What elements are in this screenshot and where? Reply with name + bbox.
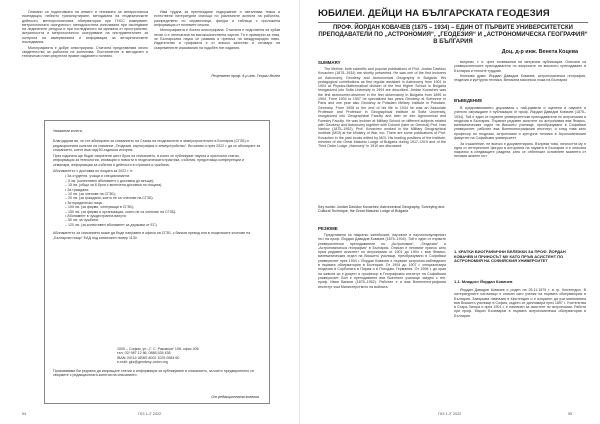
introduction-heading: ВЪВЕДЕНИЕ — [454, 98, 483, 103]
issue-label-right: ГКЗ 1-2' 2022 — [438, 412, 462, 416]
intro-column-1: Описани са подготовката на инвито и техниката за антарктическа експедиция, нейното транспортиране, методиката на геодезическите дейности, метеорологичната обсерватория при ГНСС измерване, метрологичната осигуреност, методологията използвана при изследване на лединените ресурси и при погледнатото на мрежата от пространство, актуалността и метрологичното осигуряване на инструменталите за контрола на измерванията и информация за антарктическите изследвания. Монографията е добре илюстрирана. Статията представлява лично свидетелство за работата на колектива. Постигнатите в методичен и технически план резултати правят изданието полезно. — [22, 10, 148, 59]
contact-address: 1000 – София, ул. „Г. С. Раковски“ 108, офис 406 тел. 02/ 987 12 86, 0888 528 438 IBAN: BG14 UBBS 8002 1025 0984 60 e-mail: gkz@geodesy-union.org — [117, 347, 199, 365]
price-line: – 5 лв. (колективен абонамент с доставка до вкъщи); — [65, 178, 154, 183]
page-number-right: 55 — [568, 412, 573, 416]
bank-paragraph: Абонаментът за списанието може да бъде направен в офиса на СГЗБ, с банков превод или в пощенските клонове на „Български пощи“ ЕАД под каталожен номер 1130. — [53, 231, 251, 240]
price-line: • За юридически лица: — [65, 200, 103, 205]
article-title: ПРОФ. ЙОРДАН КОВАЧЕВ (1875 – 1934) – ЕДИН ОТ ПЪРВИТЕ УНИВЕРСИТЕТСКИ ПРЕПОДАВАТЕЛИ ПО „АСТРОНОМИЯ“, „ГЕОДЕЗИЯ“ И „АСТРОНОМИЧЕСКА ГЕОГРАФИЯ“ В БЪЛГАРИЯ — [318, 25, 588, 46]
column-two-top: въпреки, т. е. чрез тогавашния ни метрични публикации. Описани са университетските преподаватели по въпросите на високото преподаване в България и техните трудове. Ключови думи: Йордан Давидов Ковачев, астрономическа география, геодезия и културна техника, Великата масонска ложа на България — [454, 60, 586, 83]
letter-paragraph: През годината ще бъдат изпратени шест броя на списанието, в които се публикуват научни и приложни статии, информация за технологии, иновации и новости в геодезическата практика, събития, предстоящи конференции и семинари, информация за събития и дейности в страната и чужбина. — [53, 154, 245, 167]
price-line: – 50 лв. за чужбина. — [65, 218, 99, 223]
section-one-heading: 1. КРАТКИ БИОГРАФИЧНИ БЕЛЕЖКИ ЗА ПРОФ. ЙОРДАН КОВАЧЕВ И ПРИНОСЪТ МУ КАТО ПРЪВ АСИСТЕНТ ПО АСТРОНОМИЯ НА СОФИЙСКИЯ УНИВЕРСИТЕТ — [454, 249, 566, 264]
price-line: – 150 лв. (за фирми и организации, които не са членове на СГЗБ). — [65, 209, 177, 214]
price-line: – 10 лв. (за членове на СГЗБ); — [65, 192, 116, 197]
subsection-heading: 1.1. Младост Йордан Ковачев — [454, 279, 513, 284]
price-line: – 20 лв. (за граждани, които не са членове на СГЗБ). — [65, 196, 154, 201]
reviewer-signature: Рецензент проф. д-р инж. Георги Вълев — [211, 74, 280, 78]
summary-text: The lifetime, both scientific and popular publications of Prof. Jordan Davidov Kovachev (1875–1934) are shortly presented. He was one of the first lecturers on Astronomy, Geodesy and Astronomical Geography in Bulgaria. His pedagogical contributions as first regular assistant in Astronomy from 1901 to 1904 at Physics-Mathematical division of the first Higher School in Bulgaria reorganized into Sofia University in 1904 are described. Jordan Kovachev was the first astronomer-observer in the first observatory in Bulgaria from 1895 to 1904. From 1904 to 1907 he specialized two years Geodesy at Sorbonne in Paris and one year also Geodesy at Potsdam Military Institute in Potsdam, Germany. From 1908 to the end of his life in 1934 he was an Associate Professor and Professor in Geographical Institute at Sofia University, reorganized into Geographical Faculty and later on into Agronomical and Forestry Faculty. He was lecturer at Military School on different subjects related with Geodesy and Astronomy together with Colonel (later on General) Prof. Ivan Vankov (1875–1952). Prof. Kovachev worked in the Military Geographical Institute (MGI) at the Ministry of War, too. There are some publications of Prof. Kovachev in the past books edited by MGI. His leading positions of the Institute, member of the Great Masonic Lodge of Bulgaria during 1917–1919 and of the Third Order Lodge „Harmony“ in 1919 are discussed. — [318, 67, 446, 149]
letter-greeting: Уважаеми колеги, — [53, 129, 83, 133]
rezyume-text: Представени са накратко житейският, научният и научнопопулярният път на проф. Йордан Давидов Ковачев (1875–1934). Той е един от първите университетски преподаватели по „Астрономия“, „Геодезия“ и „Астрономическа география“ в България. Описан е неговият принос като пръв редовен асистент по астрономия от 1901 до 1904 г. във Физико-математическия отдел на Висшето училище, преобразувано в Софийски университет през 1904 г. Йордан Ковачев е първият астроном-наблюдател в първата обсерватория в България. От 1904 до 1907 г. специализира геодезия в Сорбоната в Париж и в Потсдам, Германия. От 1908 г. до края на живота си е доцент и професор в Географския институт на Софийския университет. Бил е преподавател във Военното училище заедно с ген. проф. Иван Ванков (1875–1952). Работил е и във Военногеографския институт към Министерството на войната. — [318, 233, 446, 289]
introduction-text: В средновековието държавата с най-развити и оценени в науката и ученото изграждане е публикация от проф. Йордан Давидов Ковачев (1875–1934). Той е един от първите университетски преподаватели по астрономия и геодезия в България. Първият редовен асистент по астрономия във Физико-математическия отдел на Висшето училище, преобразувано в Софийски университет, работил във Военногеографския институт, и след това като професор по геодезия, астрономия и културна техника в Агрономическия факултет на Софийския университет. За съжаление, не всичко е документирано. Въпреки това, личността му е една от интересните фигури в историята на науката в България и е описана накратко в следващите раздели, като се отбележат основните моменти от неговия жизнен път. — [454, 106, 586, 159]
rezyume-heading: РЕЗЮМЕ — [318, 226, 338, 231]
price-line: • За граждани: — [65, 187, 90, 192]
prices-title: Абонаментът с доставка по пощата за 2022 г. е: — [53, 168, 134, 173]
summary-heading: SUMMARY — [318, 60, 341, 65]
letter-paragraph: Благодарим ви, че сте абонирани за списанието на Съюза на геодезистите и земеустроителите в България (СГЗБ) и редакционната колегия на списание „Геодезия, картография и земеустройство“. Ви каним и през 2022 г. да се абонирате за списанието, което има над 60-годишна история. — [53, 139, 261, 153]
section-header-title: ЮБИЛЕИ. ДЕЙЦИ НА БЪЛГАРСКАТА ГЕОДЕЗИЯ — [318, 8, 550, 19]
intro-column-2: Има трудна за преглеждане съдържание и изпълнява тежка и естествени литературни списъци по различните аспекти на работата, разпределени по справочници, фигури и таблици с приложена информация от полевите сезони. Монографията е богато илюстрирана. Статията е подготвена на хубав печат и е отпечатана на висококачествена хартия. Тя е примерни за това, че Българската наука се развива и пресича на международно ниво. Издателство и графиката е от високо качество и отговаря на съвременните изисквания на подобен тип издания. — [154, 10, 280, 50]
subscription-notice-box — [44, 120, 270, 404]
page-number-left: 54 — [22, 412, 27, 416]
article-author: Доц. д-р инж. Венета Коцева — [501, 49, 578, 55]
keywords-en: Key words: Jordan Davidov Kovachev, Astronomical Geography, Surveying and Cultural Technique, the Great Masonic Lodge of Bulgaria — [318, 205, 445, 214]
header-rule — [318, 22, 588, 23]
price-line: • За студенти, учащи и специализанти: — [65, 174, 131, 179]
price-line: • Абонамент в чуждестранна валута: — [65, 214, 127, 219]
price-line: – 100 лв. (за фирми, членуващи в СГЗБ); — [65, 205, 134, 210]
section-one-text: Йордан Давидов Ковачев е роден на 26.11.1875 г. в гр. Кюстендил. В литературните източници е описан като ученик на първата обсерватория в България. Завършва гимназия в Кюстендил и е изпратен да учи математика във Висшето училище в София, където се дипломира през 1897 г. Учителства в Стара Загора и през 1901 г. е назначен за асистент по астрономия. Работи при проф. Марин Бъчеваров в първата астрономическа обсерватория в България. — [454, 288, 586, 318]
price-line: – 15 лв. (общо за 6 броя с включена доставка по пощата). — [65, 183, 163, 188]
price-line: – 120 лв. (за колективен абонамент за държави от ЕС). — [65, 222, 158, 227]
letter-signoff: От редакционната колегия — [211, 395, 259, 399]
call-for-papers: Призоваваме Ви редовно да изпращате статии и информация за публикуване в списанието, за които предварително се свържете с редакционната колегия на списанието. — [53, 369, 254, 378]
issue-label-left: ГКЗ 1-2' 2022 — [138, 412, 162, 416]
